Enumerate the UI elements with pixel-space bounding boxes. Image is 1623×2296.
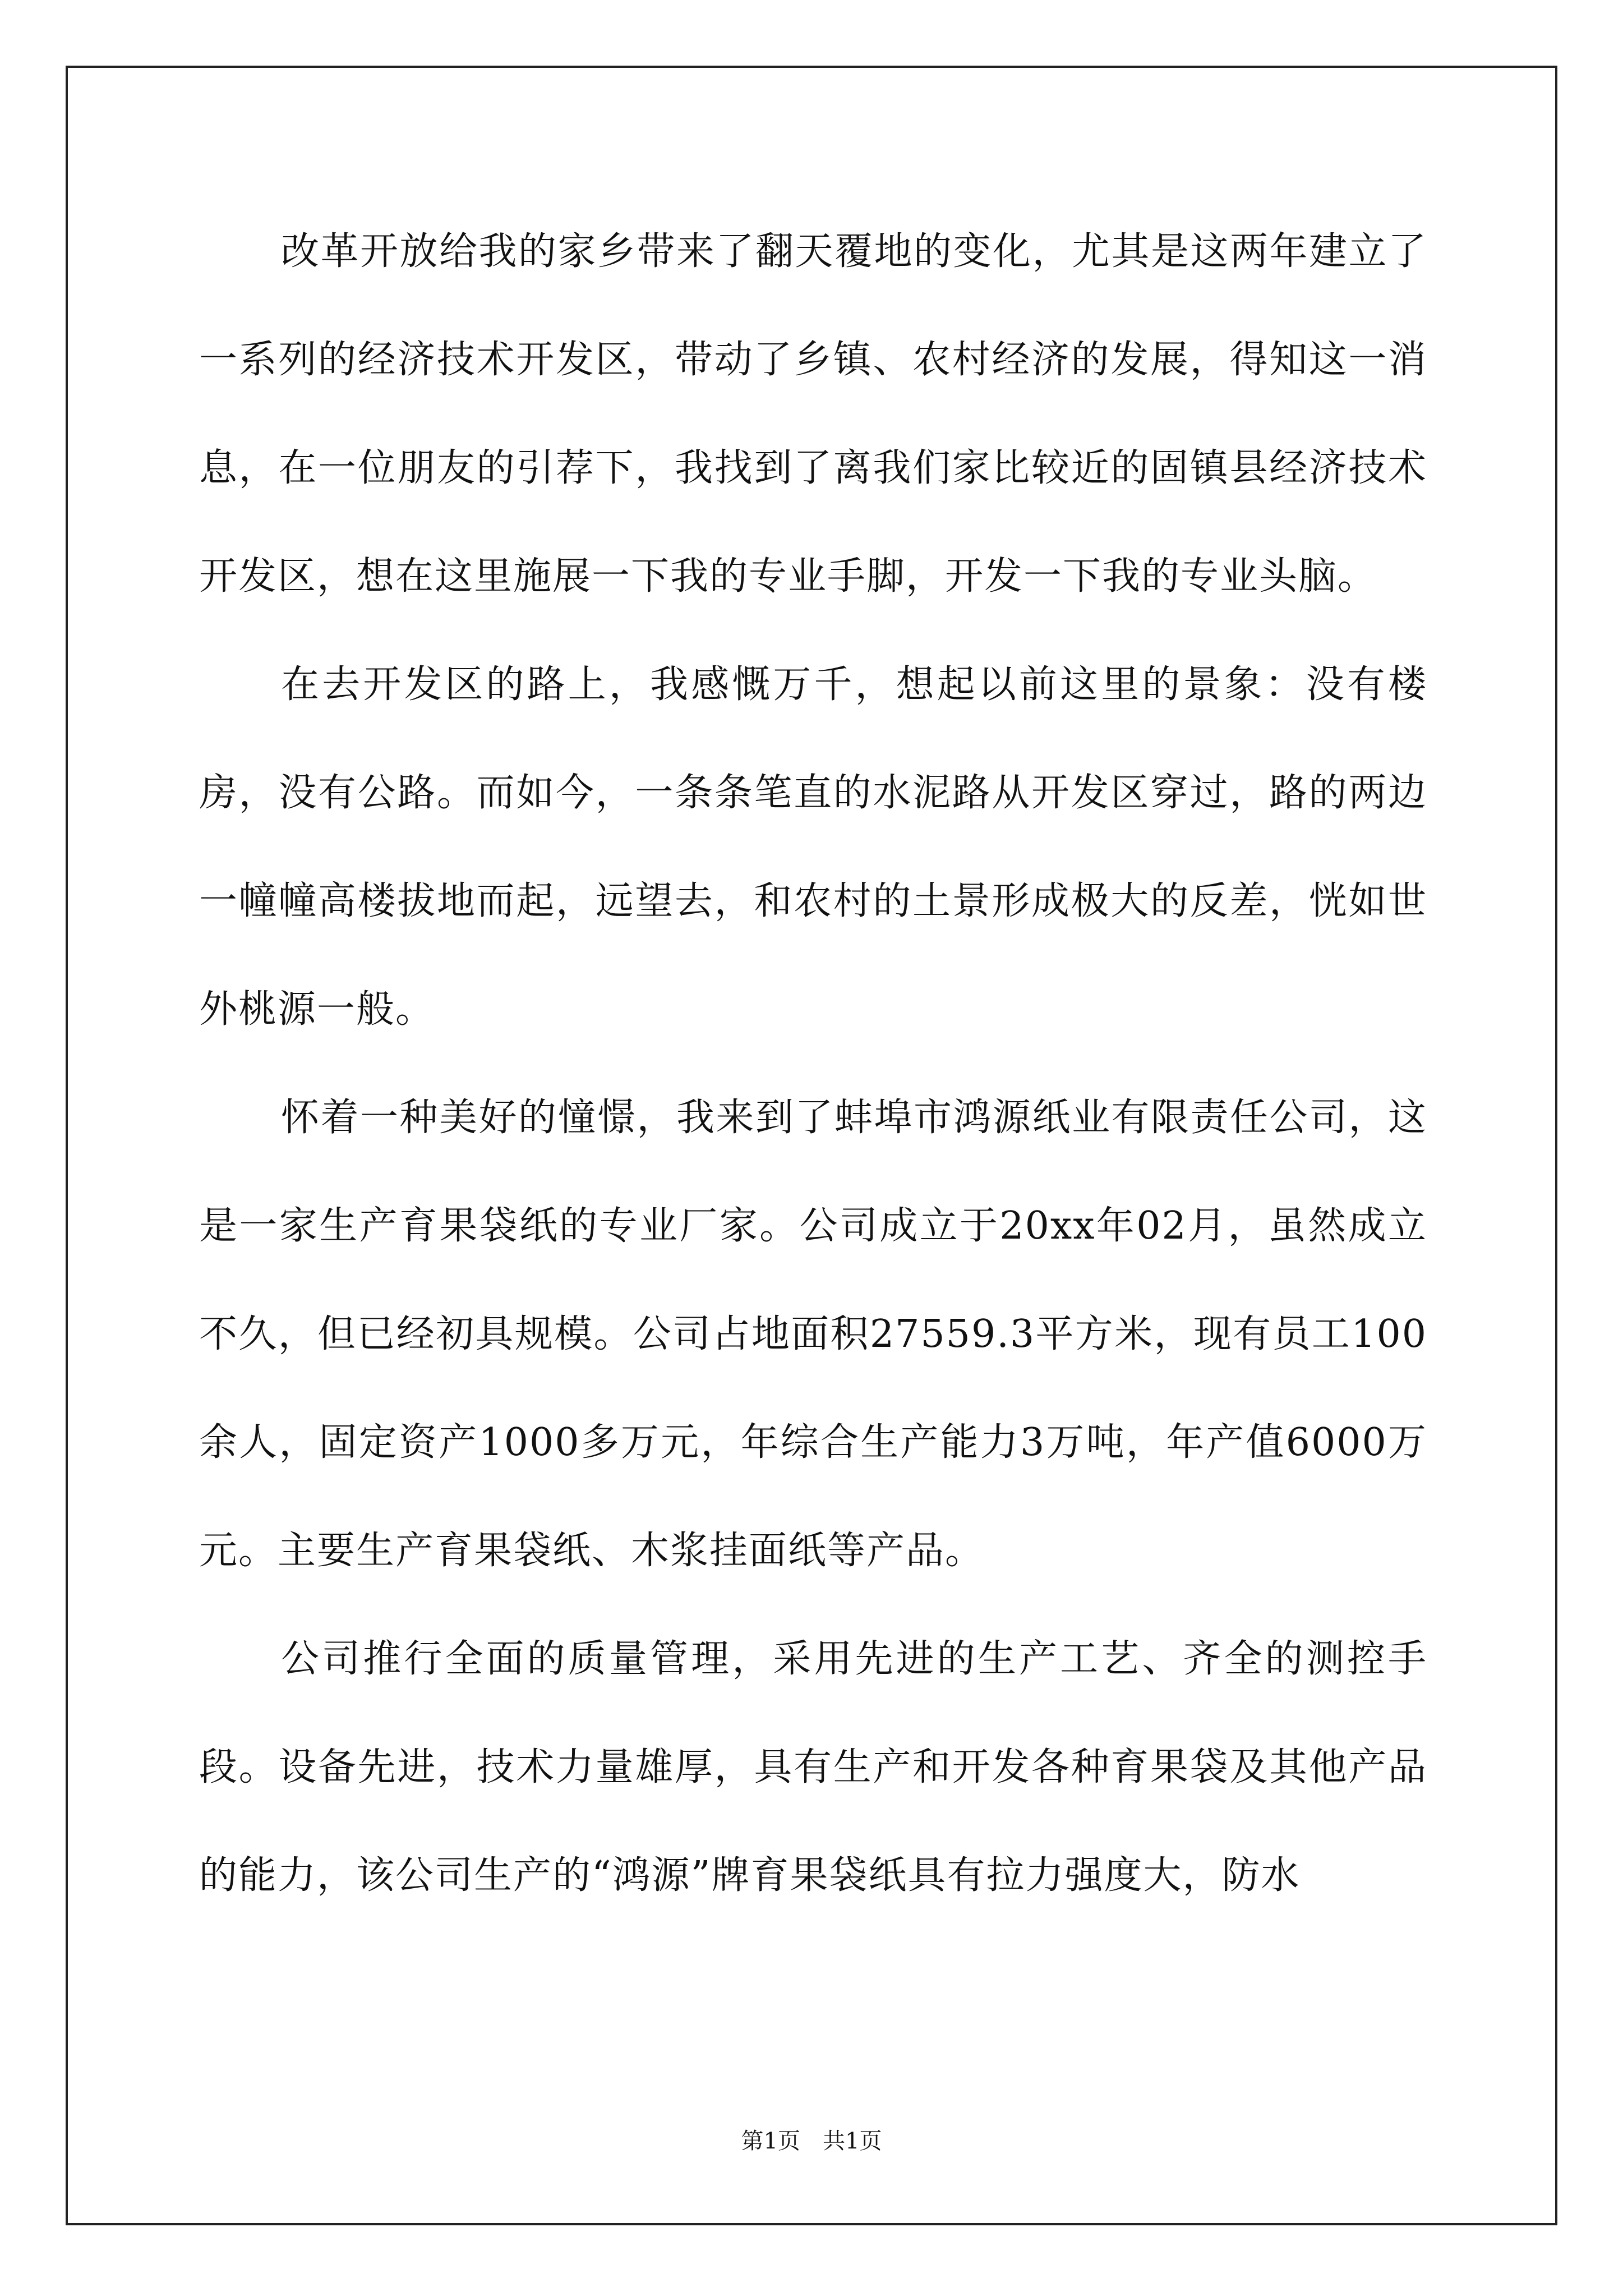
paragraph-1: 改革开放给我的家乡带来了翻天覆地的变化，尤其是这两年建立了一系列的经济技术开发区，带动了乡镇、农村经济的发展，得知这一消息，在一位朋友的引荐下，我找到了离我们家比较近的固镇县经济技术开发区，想在这里施展一下我的专业手脚，开发一下我的专业头脑。 [199,229,1427,599]
document-body [199,197,1427,1930]
page-footer: 第1页 共1页 [741,2128,882,2154]
paragraph-2: 在去开发区的路上，我感慨万千，想起以前这里的景象：没有楼房，没有公路。而如今，一条条笔直的水泥路从开发区穿过，路的两边一幢幢高楼拔地而起，远望去，和农村的土景形成极大的反差，恍如世外桃源一般。 [199,662,1427,1032]
paragraph-4: 公司推行全面的质量管理，采用先进的生产工艺、齐全的测控手段。设备先进，技术力量雄厚，具有生产和开发各种育果袋及其他产品的能力，该公司生产的“鸿源”牌育果袋纸具有拉力强度大，防水 [199,1637,1427,1898]
paragraph-3: 怀着一种美好的憧憬，我来到了蚌埠市鸿源纸业有限责任公司，这是一家生产育果袋纸的专业厂家。公司成立于20xx年02月，虽然成立不久，但已经初具规模。公司占地面积27559.3平方米，现有员工100余人，固定资产1000多万元，年综合生产能力3万吨，年产值6000万元。主要生产育果袋纸、木浆挂面纸等产品。 [199,1096,1427,1573]
